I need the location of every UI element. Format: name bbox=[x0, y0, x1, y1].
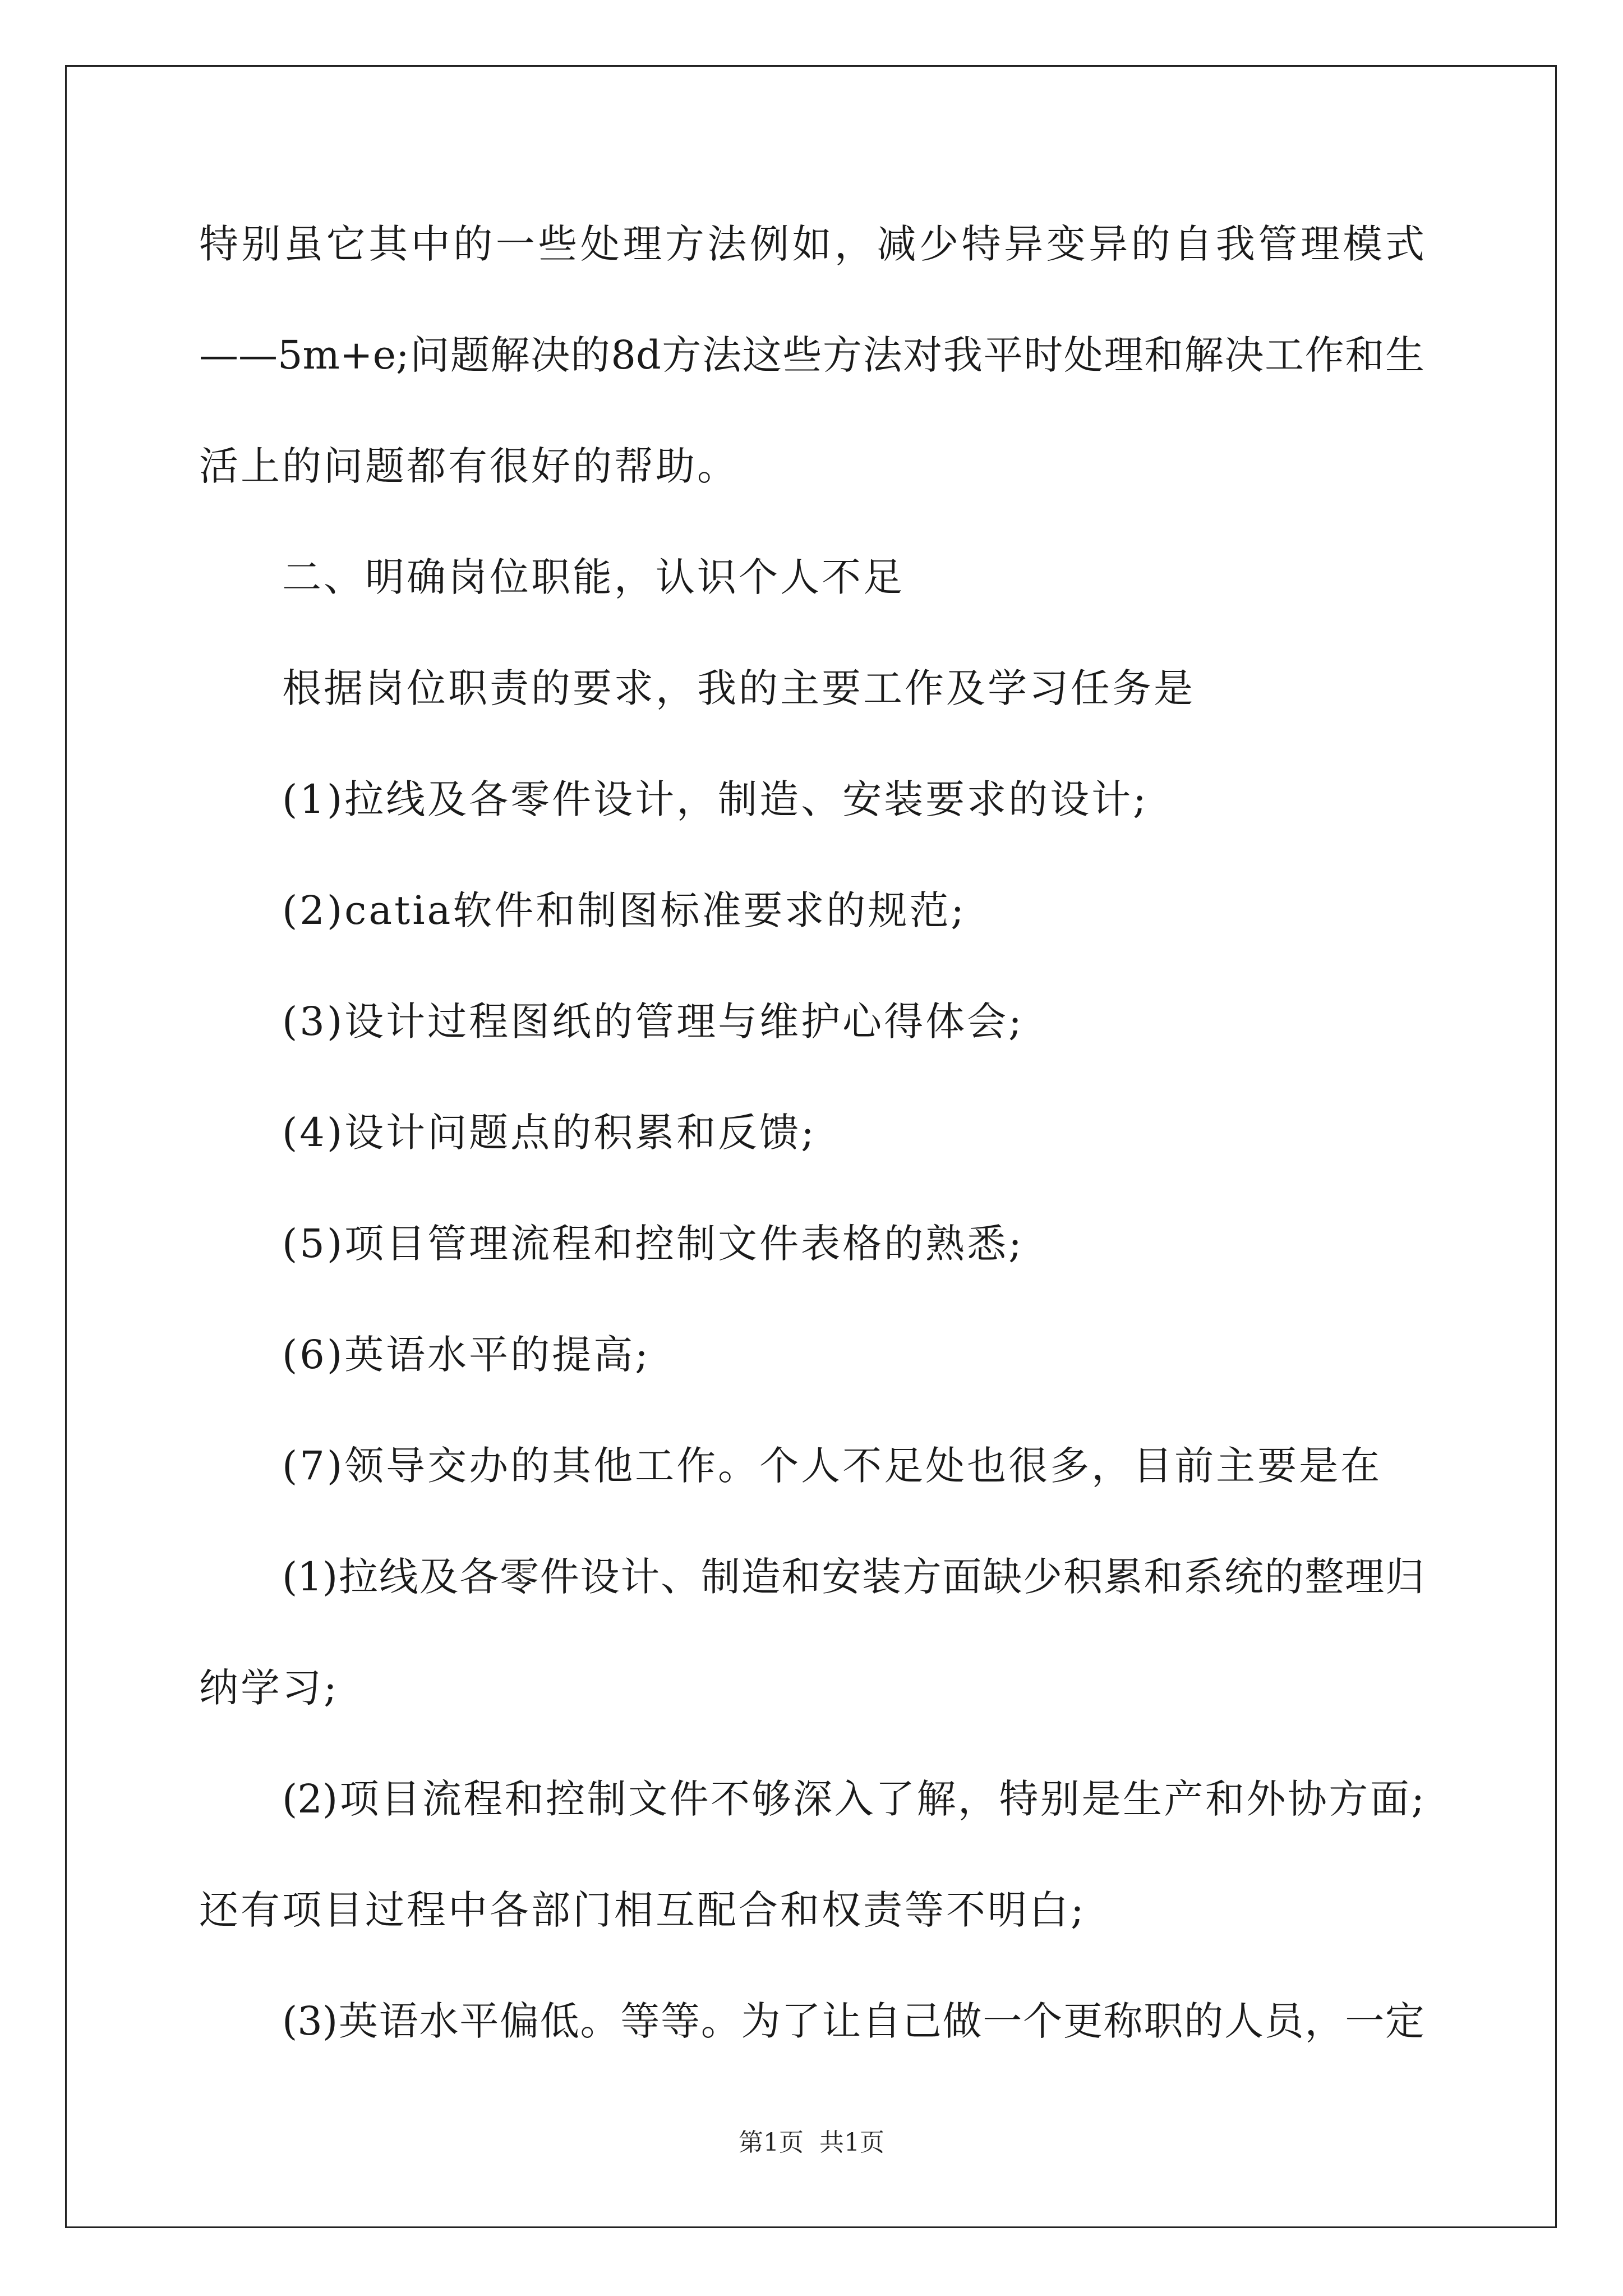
shortfall-item-3: (3)英语水平偏低。等等。为了让自己做一个更称职的人员，一定 bbox=[282, 1998, 1424, 2044]
paragraph-line-1: 特别虽它其中的一些处理方法例如，减少特异变异的自我管理模式 bbox=[199, 221, 1424, 267]
shortfall-item-2: (2)项目流程和控制文件不够深入了解，特别是生产和外协方面; bbox=[282, 1776, 1424, 1822]
shortfall-item-1-cont: 纳学习; bbox=[199, 1665, 339, 1711]
list-item-7: (7)领导交办的其他工作。个人不足处也很多，目前主要是在 bbox=[282, 1443, 1382, 1489]
shortfall-item-2-cont: 还有项目过程中各部门相互配合和权责等不明白; bbox=[199, 1887, 1086, 1933]
section-heading: 二、明确岗位职能，认识个人不足 bbox=[282, 554, 905, 600]
page-number: 第1页 bbox=[739, 2128, 804, 2157]
paragraph-line-2: ——5m+e;问题解决的8d方法这些方法对我平时处理和解决工作和生 bbox=[199, 332, 1424, 378]
page-footer bbox=[0, 2127, 1623, 2159]
list-item-5: (5)项目管理流程和控制文件表格的熟悉; bbox=[282, 1221, 1024, 1267]
shortfall-item-1: (1)拉线及各零件设计、制造和安装方面缺少积累和系统的整理归 bbox=[282, 1554, 1424, 1600]
list-item-6: (6)英语水平的提高; bbox=[282, 1332, 651, 1378]
page-total: 共1页 bbox=[819, 2128, 884, 2157]
list-item-3: (3)设计过程图纸的管理与维护心得体会; bbox=[282, 999, 1024, 1045]
list-item-2: (2)catia软件和制图标准要求的规范; bbox=[282, 887, 966, 933]
list-item-1: (1)拉线及各零件设计，制造、安装要求的设计; bbox=[282, 776, 1149, 822]
paragraph-line-5: 根据岗位职责的要求，我的主要工作及学习任务是 bbox=[282, 665, 1195, 711]
list-item-4: (4)设计问题点的积累和反馈; bbox=[282, 1110, 817, 1156]
paragraph-line-3: 活上的问题都有很好的帮助。 bbox=[199, 443, 739, 489]
